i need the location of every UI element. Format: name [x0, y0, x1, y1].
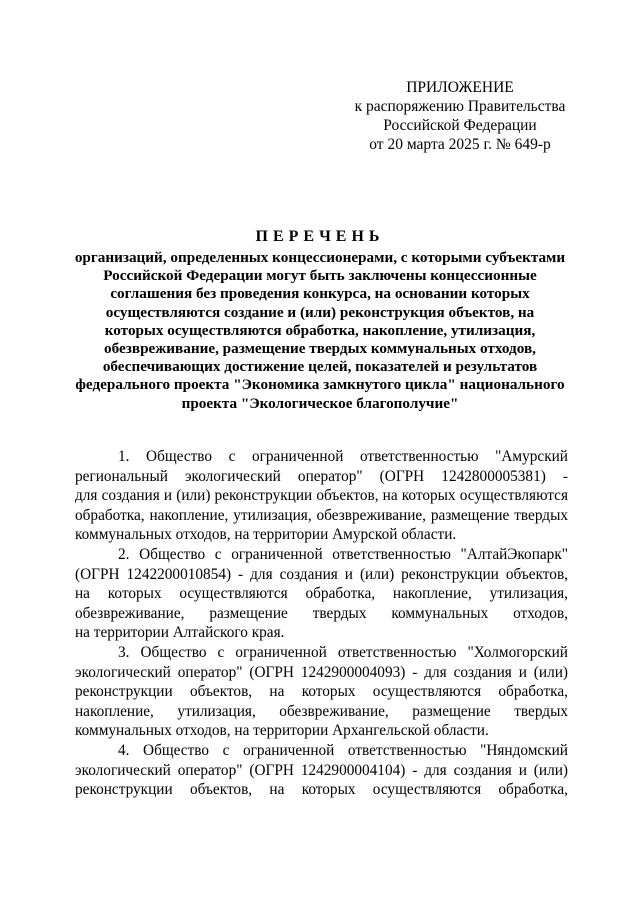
subtitle-line: обеспечивающих достижение целей, показателей и результатов: [102, 358, 538, 376]
list-item-line: накопление, утилизация, обезвреживание, размещение твердых: [75, 702, 568, 720]
subtitle-line: федерального проекта "Экономика замкнутого цикла" национального: [75, 376, 565, 394]
subtitle-line: соглашения без проведения конкурса, на основании которых: [110, 285, 530, 303]
list-item-line: региональный экологический оператор" (ОГРН 1242800005381) -: [75, 467, 568, 485]
document-subtitle: [70, 249, 570, 413]
organization-list: [75, 447, 568, 800]
list-item-line: на территории Алтайского края.: [75, 624, 285, 642]
list-item-line: 3. Общество с ограниченной ответственностью "Холмогорский: [118, 643, 568, 661]
subtitle-line: которых осуществляются обработка, накопление, утилизация,: [104, 321, 536, 339]
list-item: [75, 741, 568, 800]
list-item-line: экологический оператор" (ОГРН 1242900004104) - для создания и (или): [75, 761, 568, 779]
list-item-line: реконструкции объектов, на которых осуществляются обработка,: [75, 781, 568, 799]
appendix-line: Российской Федерации: [383, 117, 537, 134]
list-item-line: 1. Общество с ограниченной ответственностью "Амурский: [118, 448, 568, 465]
subtitle-line: Российской Федерации могут быть заключены концессионные: [103, 267, 537, 285]
list-item: [75, 643, 568, 741]
subtitle-line: проекта "Экологическое благополучие": [181, 394, 459, 412]
appendix-date-line: от 20 марта 2025 г. № 649-р: [369, 136, 551, 153]
subtitle-line: обезвреживание, размещение твердых коммунальных отходов,: [104, 340, 536, 358]
list-item-line: обработка, накопление, утилизация, обезвреживание, размещение твердых: [75, 506, 568, 524]
subtitle-line: осуществляются создание и (или) реконструкция объектов, на: [105, 303, 535, 321]
list-item-line: 2. Общество с ограниченной ответственностью "АлтайЭкопарк": [118, 545, 568, 563]
list-item-line: обезвреживание, размещение твердых коммунальных отходов,: [75, 604, 568, 622]
list-item-line: экологический оператор" (ОГРН 1242900004093) - для создания и (или): [75, 663, 568, 681]
list-item-line: для создания и (или) реконструкции объектов, на которых осуществляются: [75, 487, 568, 505]
list-item-line: на которых осуществляются обработка, накопление, утилизация,: [75, 585, 568, 603]
list-item-line: коммунальных отходов, на территории Амурской области.: [75, 526, 457, 544]
list-item-line: реконструкции объектов, на которых осуществляются обработка,: [75, 683, 568, 701]
list-item: [75, 545, 568, 643]
list-item: [75, 447, 568, 545]
list-item-line: коммунальных отходов, на территории Архангельской области.: [75, 722, 489, 740]
list-item-line: (ОГРН 1242200010854) - для создания и (или) реконструкции объектов,: [75, 565, 568, 583]
appendix-block: [330, 78, 590, 154]
appendix-line: к распоряжению Правительства: [354, 98, 566, 115]
appendix-title: ПРИЛОЖЕНИЕ: [406, 79, 514, 96]
subtitle-line: организаций, определенных концессионерами, с которыми субъектами: [74, 249, 566, 266]
document-title: ПЕРЕЧЕНЬ: [255, 228, 385, 245]
list-item-line: 4. Общество с ограниченной ответственностью "Няндомский: [118, 741, 568, 759]
